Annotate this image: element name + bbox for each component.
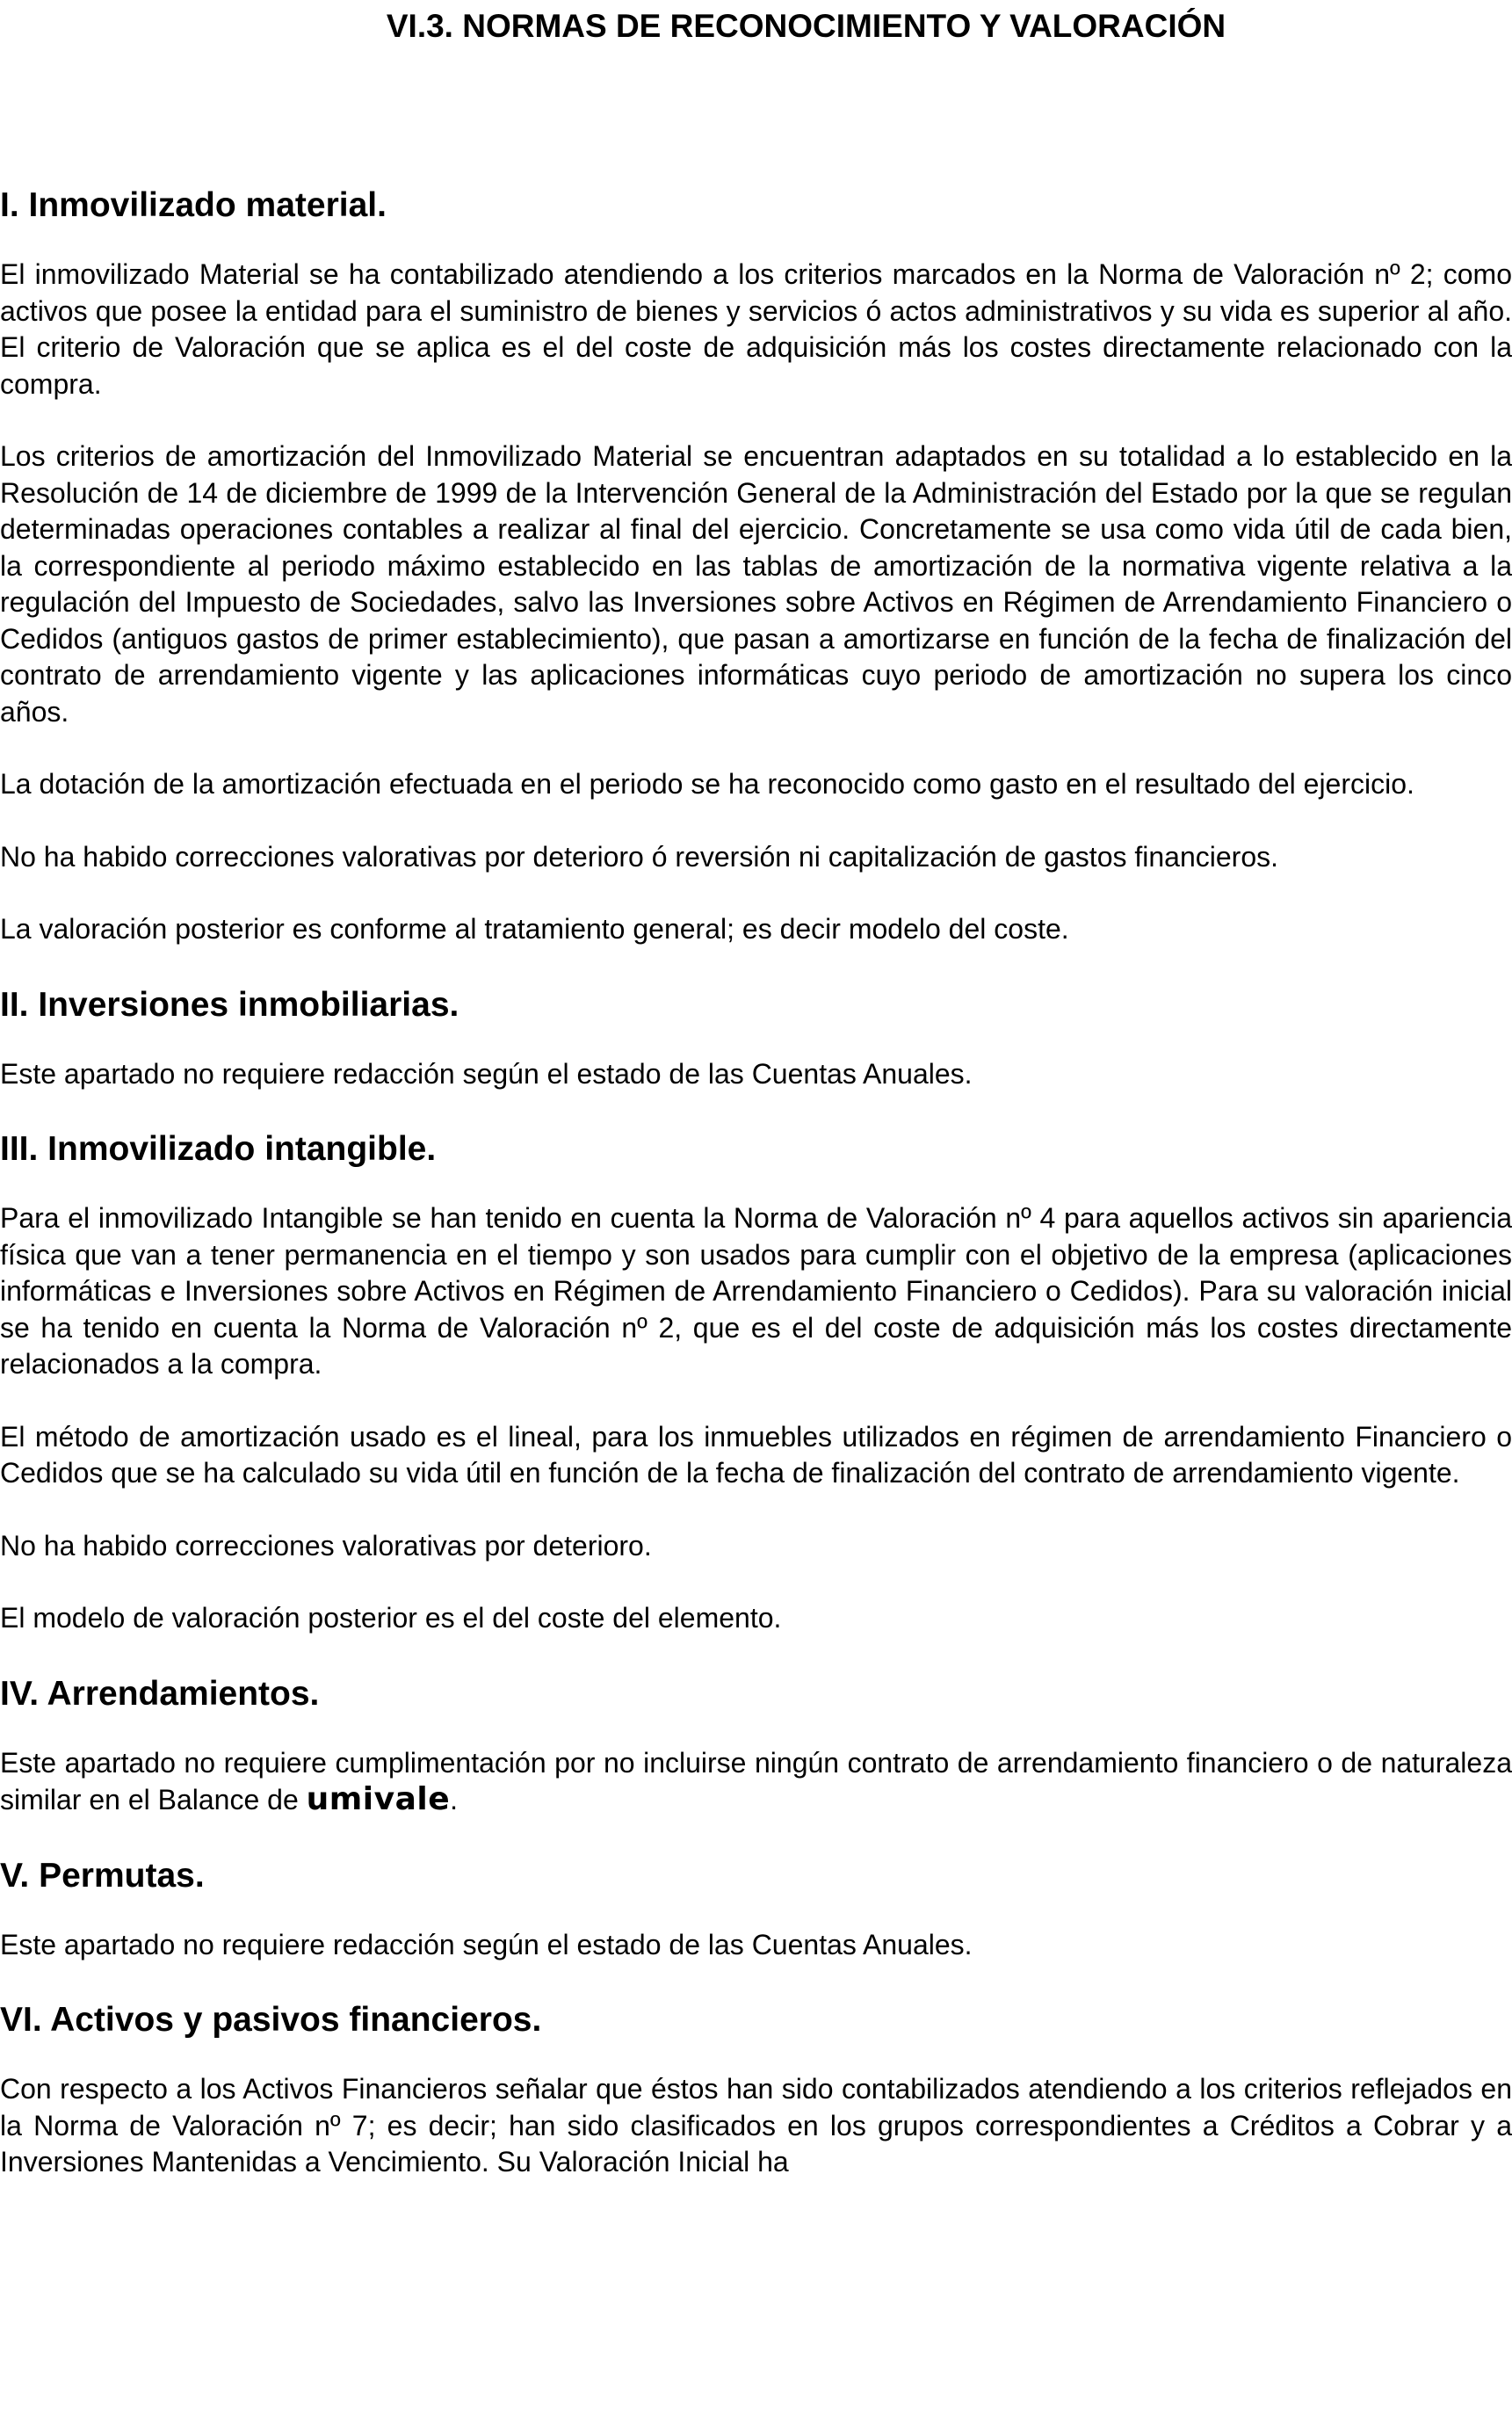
- paragraph: La valoración posterior es conforme al tratamiento general; es decir modelo del coste.: [0, 913, 1069, 945]
- paragraph: El inmovilizado Material se ha contabilizado atendiendo a los criterios marcados en la Norma de Valoración nº 2; como activos que posee la entidad para el suministro de bienes y servicios ó actos administrativos y su vida es superior al año. El criterio de Valoración que se aplica es el del coste de adquisición más los costes directamente relacionado con la compra.: [0, 258, 1512, 400]
- paragraph: Con respecto a los Activos Financieros señalar que éstos han sido contabilizados atendiendo a los criterios reflejados en la Norma de Valoración nº 7; es decir; han sido clasificados en los grupos correspondientes a Créditos a Cobrar y a Inversiones Mantenidas a Vencimiento. Su Valoración Inicial ha: [0, 2073, 1512, 2178]
- paragraph-text: Este apartado no requiere cumplimentación por no incluirse ningún contrato de arrendamiento financiero o de naturaleza similar en el Balance de: [0, 1746, 1512, 1815]
- paragraph: [0, 1745, 1512, 1819]
- section-arrendamientos: [0, 1673, 1512, 1819]
- paragraph: La dotación de la amortización efectuada en el periodo se ha reconocido como gasto en el resultado del ejercicio.: [0, 768, 1414, 800]
- section-activos-pasivos-financieros: [0, 1999, 1512, 2181]
- section-heading: IV. Arrendamientos.: [0, 1674, 320, 1713]
- paragraph: Este apartado no requiere redacción según el estado de las Cuentas Anuales.: [0, 1057, 973, 1090]
- document-body: [0, 185, 1512, 2217]
- section-inmovilizado-intangible: [0, 1128, 1512, 1637]
- section-heading: II. Inversiones inmobiliarias.: [0, 985, 459, 1024]
- document-title: VI.3. NORMAS DE RECONOCIMIENTO Y VALORACIÓN: [386, 8, 1226, 44]
- paragraph: No ha habido correcciones valorativas por deterioro ó reversión ni capitalización de gastos financieros.: [0, 840, 1279, 873]
- section-heading: III. Inmovilizado intangible.: [0, 1130, 437, 1168]
- section-permutas: [0, 1855, 1512, 1964]
- section-inmovilizado-material: [0, 185, 1512, 948]
- paragraph: El método de amortización usado es el lineal, para los inmuebles utilizados en régimen de arrendamiento Financiero o Cedidos que se ha calculado su vida útil en función de la fecha de finalización del contrato de arrendamiento vigente.: [0, 1420, 1512, 1489]
- umivale-logo: umivale: [306, 1781, 451, 1817]
- section-heading: V. Permutas.: [0, 1856, 205, 1895]
- section-heading: VI. Activos y pasivos financieros.: [0, 2001, 542, 2039]
- paragraph: Para el inmovilizado Intangible se han tenido en cuenta la Norma de Valoración nº 4 para aquellos activos sin apariencia física que van a tener permanencia en el tiempo y son usados para cumplir con el objetivo de la empresa (aplicaciones informáticas e Inversiones sobre Activos en Régimen de Arrendamiento Financiero o Cedidos). Para su valoración inicial se ha tenido en cuenta la Norma de Valoración nº 2, que es el del coste de adquisición más los costes directamente relacionados a la compra.: [0, 1202, 1512, 1380]
- paragraph: No ha habido correcciones valorativas por deterioro.: [0, 1529, 652, 1562]
- section-heading: I. Inmovilizado material.: [0, 186, 387, 224]
- paragraph: Los criterios de amortización del Inmovilizado Material se encuentran adaptados en su totalidad a lo establecido en la Resolución de 14 de diciembre de 1999 de la Intervención General de la Administración del Estado por la que se regulan determinadas operaciones contables a realizar al final del ejercicio. Concretamente se usa como vida útil de cada bien, la correspondiente al periodo máximo establecido en las tablas de amortización de la normativa vigente relativa a la regulación del Impuesto de Sociedades, salvo las Inversiones sobre Activos en Régimen de Arrendamiento Financiero o Cedidos (antiguos gastos de primer establecimiento), que pasan a amortizarse en función de la fecha de finalización del contrato de arrendamiento vigente y las aplicaciones informáticas cuyo periodo de amortización no supera los cinco años.: [0, 440, 1512, 728]
- section-inversiones-inmobiliarias: [0, 984, 1512, 1093]
- paragraph-suffix: .: [450, 1784, 459, 1815]
- paragraph: Este apartado no requiere redacción según el estado de las Cuentas Anuales.: [0, 1928, 973, 1960]
- paragraph: El modelo de valoración posterior es el del coste del elemento.: [0, 1602, 782, 1634]
